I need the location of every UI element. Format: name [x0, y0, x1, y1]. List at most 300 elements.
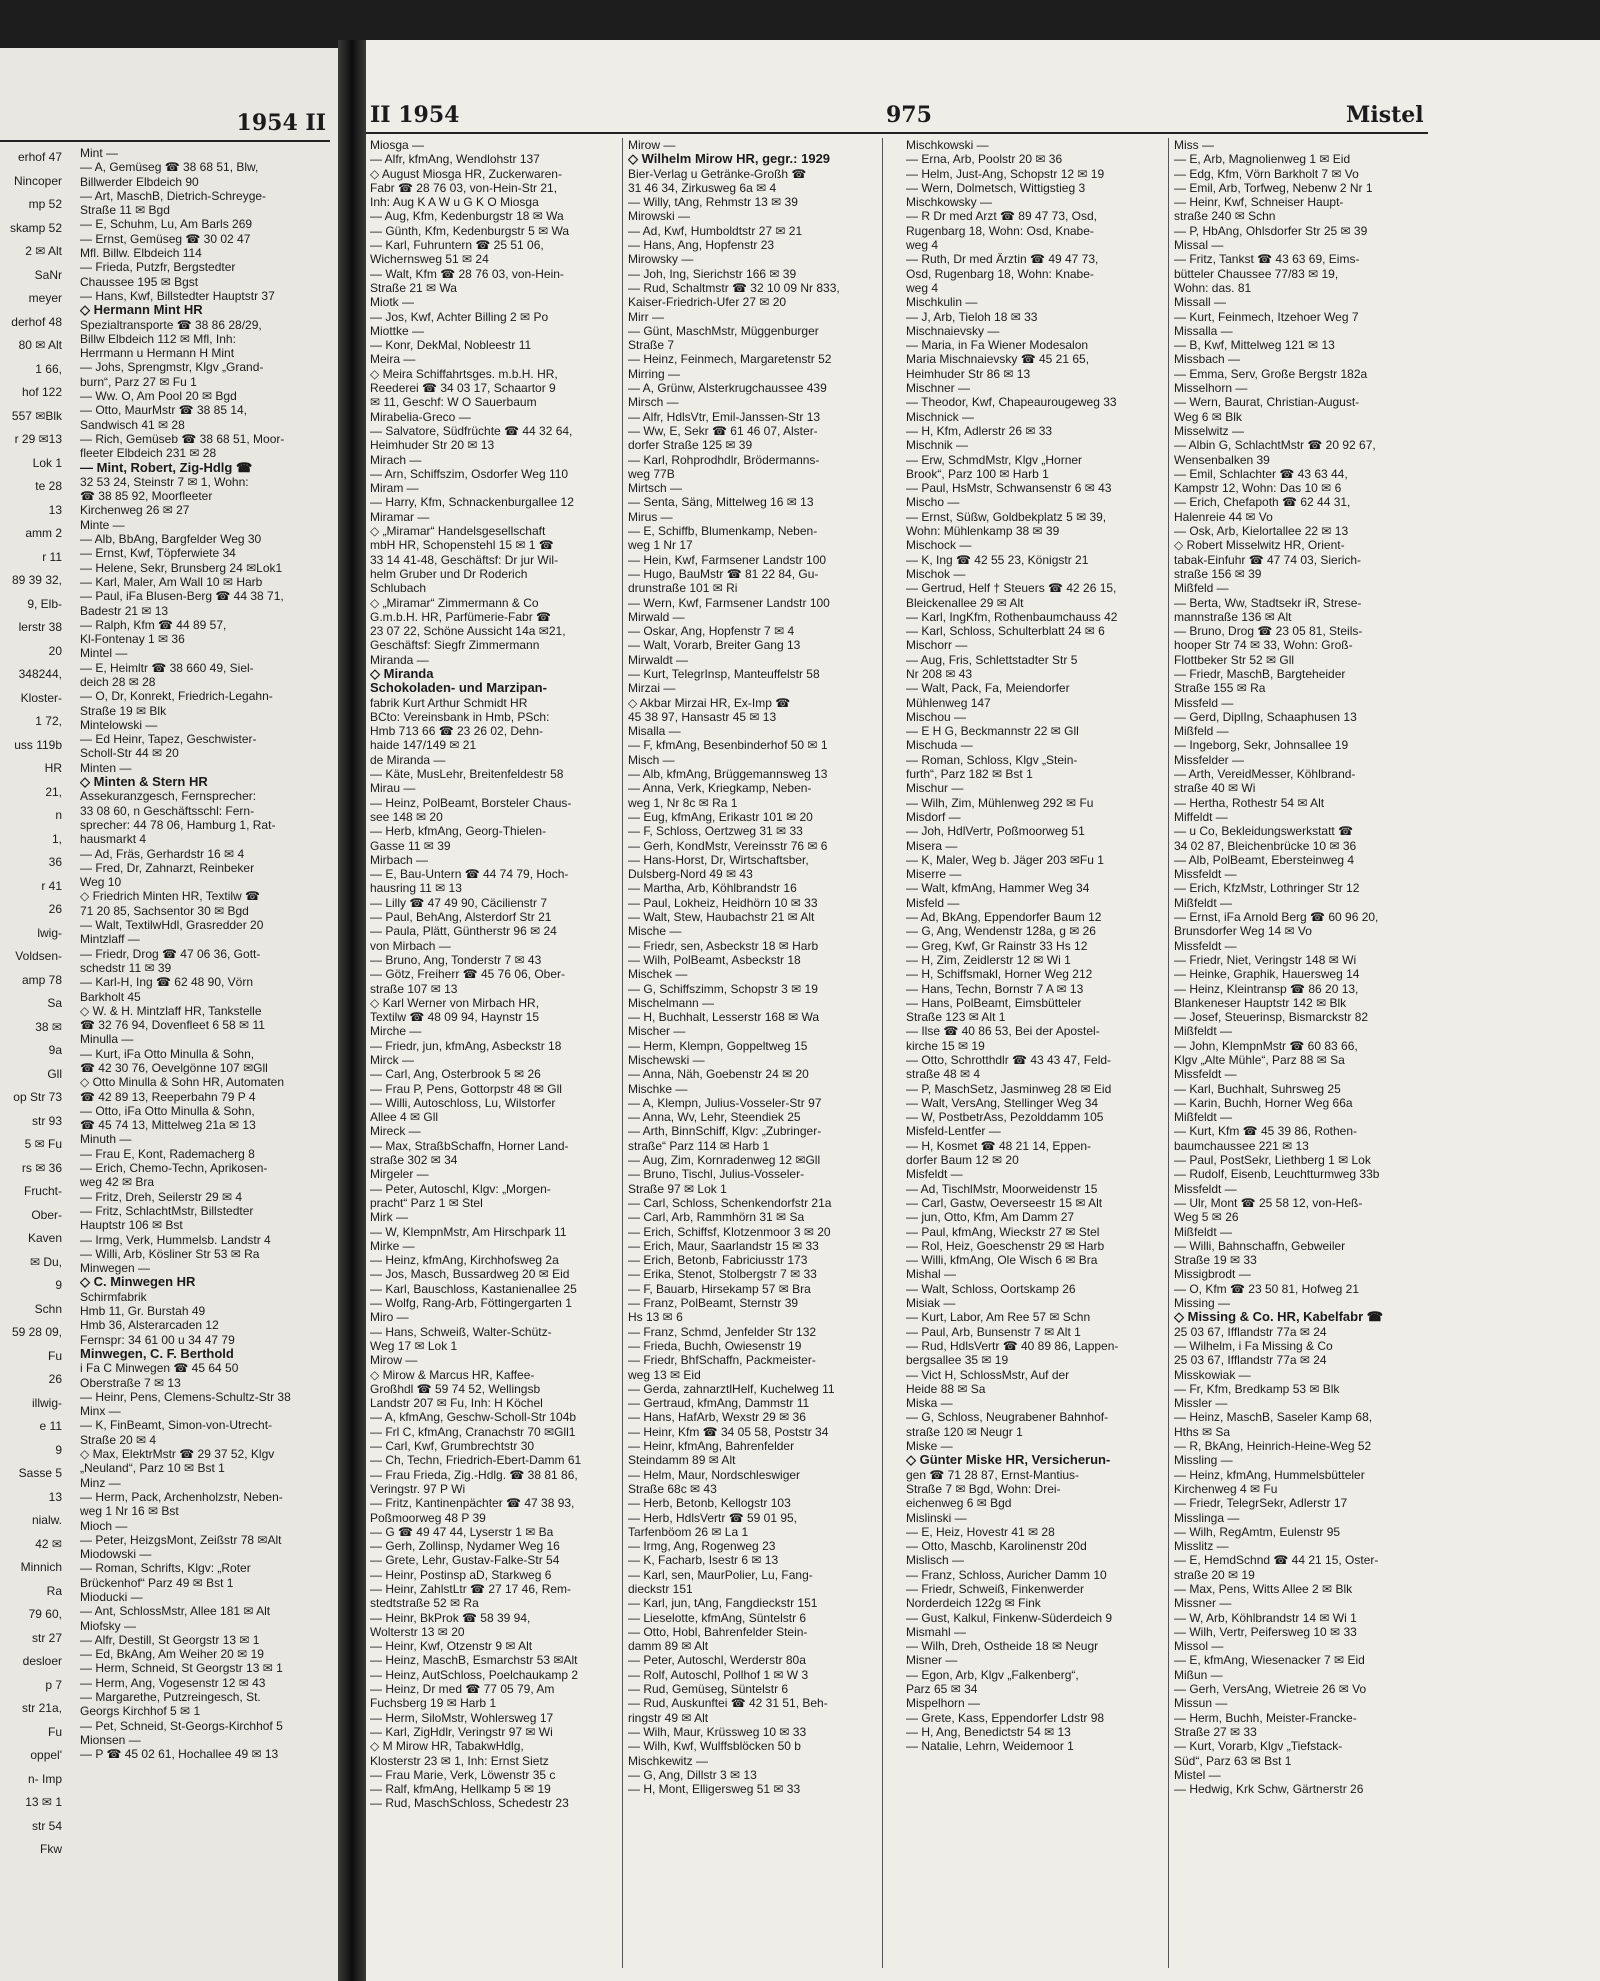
listing-line: — Ww, E, Sekr ☎ 61 46 07, Alster-	[628, 423, 818, 438]
listing-line: Mintel —	[80, 646, 128, 661]
listing-line: — E, kfmAng, Wiesenacker 7 ✉ Eid	[1174, 1653, 1365, 1668]
listing-line: Mirwaldt —	[628, 652, 689, 667]
listing-line: Misslitz —	[1174, 1539, 1229, 1554]
listing-line: — Frau P, Pens, Gottorpstr 48 ✉ Gll	[370, 1081, 562, 1096]
listing-line: Straße 97 ✉ Lok 1	[628, 1181, 727, 1196]
listing-line: — Rol, Heiz, Goeschenstr 29 ✉ Harb	[906, 1238, 1105, 1253]
fragment-line: r 29 ✉13	[14, 432, 62, 446]
listing-line: straße 302 ✉ 34	[370, 1153, 458, 1168]
listing-line: Mistel —	[1174, 1767, 1221, 1782]
listing-line: Misalla —	[628, 724, 681, 739]
listing-line: Straße 21 ✉ Wa	[370, 280, 457, 295]
fragment-line: Schn	[34, 1301, 62, 1316]
listing-line: — Hans-Horst, Dr, Wirtschaftsber,	[628, 852, 809, 867]
listing-line: Wolterstr 13 ✉ 20	[370, 1624, 465, 1639]
listing-line: — P, MaschSetz, Jasminweg 28 ✉ Eid	[906, 1081, 1112, 1096]
listing-line: Miss —	[1174, 138, 1214, 152]
listing-line: — Egon, Arb, Klgv „Falkenberg“,	[906, 1667, 1079, 1682]
listing-line: — K, FinBeamt, Simon-von-Utrecht-	[80, 1418, 273, 1433]
listing-line: bergsallee 35 ✉ 19	[906, 1353, 1009, 1368]
listing-line: weg 1 Nr 16 ✉ Bst	[80, 1504, 179, 1519]
listing-line: Mischou —	[906, 709, 967, 724]
listing-line: — Friedr, Schweiß, Finkenwerder	[906, 1581, 1085, 1596]
listing-line: Süd“, Parz 63 ✉ Bst 1	[1174, 1753, 1292, 1768]
listing-line: ✉ 11, Geschf: W O Sauerbaum	[370, 395, 537, 410]
listing-line: dorfer Baum 12 ✉ 20	[906, 1153, 1019, 1168]
listing-line: — Erich, Chefapoth ☎ 62 44 31,	[1174, 495, 1351, 510]
fragment-line: Ober-	[31, 1207, 62, 1222]
listing-line: fabrik Kurt Arthur Schmidt HR	[370, 695, 528, 710]
listing-line: — Arth, BinnSchiff, Klgv: „Zubringer-	[628, 1124, 822, 1139]
listing-line: Mirche —	[370, 1024, 422, 1039]
listing-line: Minz —	[80, 1475, 121, 1490]
listing-line: — Carl, Arb, Rammhörn 31 ✉ Sa	[628, 1210, 805, 1225]
listing-line: — Kurt, iFa Otto Minulla & Sohn,	[80, 1046, 255, 1061]
listing-heading: — Mint, Robert, Zig-Hdlg ☎	[80, 459, 253, 475]
listing-line: Mirowski —	[628, 209, 690, 224]
right-header-text: II 1954	[370, 102, 460, 128]
listing-line: — Heinr, Kwf, Schneiser Haupt-	[1174, 195, 1344, 210]
listing-line: straße 107 ✉ 13	[370, 981, 458, 996]
listing-line: Misfeldt —	[906, 1167, 963, 1182]
listing-line: Mühlenweg 147	[906, 695, 991, 710]
listing-line: — Karl, ZigHdlr, Veringstr 97 ✉ Wi	[370, 1724, 553, 1739]
listing-line: — Friedr, BhfSchaffn, Packmeister-	[628, 1353, 816, 1368]
listing-line: — Aug, Zim, Kornradenweg 12 ✉Gll	[628, 1153, 821, 1168]
listing-line: straße“ Parz 114 ✉ Harb 1	[628, 1138, 770, 1153]
listing-line: Mische —	[628, 924, 682, 939]
listing-line: — E, Heimltr ☎ 38 660 49, Siel-	[80, 660, 254, 675]
listing-line: Mirzai —	[628, 681, 676, 696]
listing-line: — Paul, iFa Blusen-Berg ☎ 44 38 71,	[80, 589, 284, 604]
listing-line: Tarfenböom 26 ✉ La 1	[628, 1524, 749, 1539]
listing-line: — Heinz, MaschB, Esmarchstr 53 ✉Alt	[370, 1653, 578, 1668]
listing-line: Norderdeich 122g ✉ Fink	[906, 1596, 1041, 1611]
listing-line: — E, Arb, Magnolienweg 1 ✉ Eid	[1174, 152, 1351, 167]
listing-line: ◇ Max, ElektrMstr ☎ 29 37 52, Klgv	[80, 1447, 275, 1462]
fragment-line: Fu	[47, 1724, 62, 1739]
listing-line: — Walt, VersAng, Stellinger Weg 34	[906, 1095, 1099, 1110]
fragment-line: Voldsen-	[15, 949, 62, 963]
listing-line: Miro —	[370, 1310, 409, 1325]
fragment-line: Kloster-	[20, 690, 62, 705]
fragment-line: Lok 1	[32, 455, 62, 470]
listing-line: Mirck —	[370, 1053, 414, 1067]
listing-line: Straße 11 ✉ Bgd	[80, 203, 170, 218]
listing-line: — Paul, BehAng, Alsterdorf Str 21	[370, 910, 552, 925]
listing-line: Dulsberg-Nord 49 ✉ 43	[628, 867, 753, 882]
listing-line: Scholl-Str 44 ✉ 20	[80, 746, 179, 761]
listing-line: — Aug, Fris, Schlettstadter Str 5	[906, 652, 1078, 667]
listing-line: hausmarkt 4	[80, 832, 147, 847]
listing-line: Mirau —	[370, 781, 416, 796]
listing-line: Billwerder Elbdeich 90	[80, 174, 199, 189]
fragment-line: 1 66,	[35, 361, 62, 376]
listing-line: — Wilh, Kwf, Wulffsblöcken 50 b	[628, 1739, 801, 1754]
listing-line: — Ernst, Kwf, Töpferwiete 34	[80, 546, 236, 561]
listing-line: — Vict H, SchlossMstr, Auf der	[906, 1367, 1070, 1382]
listing-line: Miserre —	[906, 867, 962, 882]
listing-line: Miramar —	[370, 509, 430, 524]
listing-line: G.m.b.H. HR, Parfümerie-Fabr ☎	[370, 609, 551, 624]
listing-line: Missfelder —	[1174, 752, 1245, 767]
listing-line: — Willi, Bahnschaffn, Gebweiler	[1174, 1238, 1346, 1253]
listing-line: Mirow —	[628, 138, 676, 152]
listing-line: — Grete, Lehr, Gustav-Falke-Str 54	[370, 1553, 560, 1568]
listing-line: Maria Mischnaievsky ☎ 45 21 65,	[906, 352, 1090, 367]
listing-line: Minte —	[80, 517, 125, 532]
listing-line: — G, Schloss, Neugrabener Bahnhof-	[906, 1410, 1109, 1425]
listing-line: — Günth, Kfm, Kedenburgstr 5 ✉ Wa	[370, 223, 570, 238]
fragment-line: p 7	[45, 1677, 62, 1692]
listing-line: — Kurt, Labor, Am Ree 57 ✉ Schn	[906, 1310, 1091, 1325]
listing-line: — u Co, Bekleidungswerkstatt ☎	[1174, 824, 1354, 839]
fragment-line: 38 ✉	[35, 1019, 62, 1034]
listing-line: — E, Schuhm, Lu, Am Barls 269	[80, 217, 253, 232]
column-2	[370, 138, 618, 1978]
listing-line: — Walt, Kfm ☎ 28 76 03, von-Hein-	[370, 266, 564, 281]
listing-line: — Wilhelm, i Fa Missing & Co	[1174, 1338, 1333, 1353]
listing-line: Weg 6 ✉ Blk	[1174, 409, 1242, 424]
listing-line: — Erw, SchmdMstr, Klgv „Horner	[906, 452, 1083, 467]
listing-line: — Heinz, Kleintransp ☎ 86 20 13,	[1174, 981, 1359, 996]
listing-line: — Heinz, Feinmech, Margaretenstr 52	[628, 352, 832, 367]
listing-line: Reederei ☎ 34 03 17, Schaartor 9	[370, 381, 556, 396]
fragment-line: ✉ Du,	[29, 1254, 62, 1269]
fragment-line: n	[55, 808, 62, 822]
listing-line: — H, Mont, Elligersweg 51 ✉ 33	[628, 1782, 801, 1797]
listing-line: — Arn, Schiffszim, Osdorfer Weg 110	[370, 466, 569, 481]
listing-line: mbH HR, Schopenstehl 15 ✉ 1 ☎	[370, 538, 554, 553]
listing-line: Straße 27 ✉ 33	[1174, 1724, 1257, 1739]
listing-line: Mirus —	[628, 509, 673, 524]
listing-line: Osd, Rugenbarg 18, Wohn: Knabe-	[906, 266, 1094, 281]
listing-line: Misslinga —	[1174, 1510, 1240, 1525]
fragment-line: uss 119b	[14, 737, 62, 752]
listing-line: Bier-Verlag u Getränke-Großh ☎	[628, 166, 807, 181]
listing-line: — P, HbAng, Ohlsdorfer Str 25 ✉ 39	[1174, 223, 1368, 238]
fragment-line: str 27	[31, 1630, 62, 1645]
fragment-line: 80 ✉ Alt	[18, 338, 62, 352]
fragment-line: 26	[48, 1372, 62, 1386]
listing-line: — Ww. O, Am Pool 20 ✉ Bgd	[80, 389, 237, 404]
listing-line: — Joh, Ing, Sierichstr 166 ✉ 39	[628, 266, 797, 281]
listing-line: — Willi, Arb, Kösliner Str 53 ✉ Ra	[80, 1246, 260, 1261]
listing-line: Mischnick —	[906, 409, 975, 424]
listing-line: — Ad, Kwf, Humboldtstr 27 ✉ 21	[628, 223, 803, 238]
listing-line: — Friedr, Drog ☎ 47 06 36, Gott-	[80, 946, 261, 961]
listing-line: Minulla —	[80, 1032, 134, 1047]
listing-line: Misfeld —	[906, 895, 960, 910]
listing-line: Barkholt 45	[80, 989, 141, 1004]
listing-line: — W, PostbetrAss, Pezolddamm 105	[906, 1110, 1104, 1125]
listing-line: 71 20 85, Sachsentor 30 ✉ Bgd	[80, 903, 249, 918]
listing-line: Straße 19 ✉ Blk	[80, 703, 167, 718]
listing-line: — Alfr, kfmAng, Wendlohstr 137	[370, 152, 540, 167]
listing-line: — Frau Marie, Verk, Löwenstr 35 c	[370, 1767, 556, 1782]
listing-line: — Hein, Kwf, Farmsener Landstr 100	[628, 552, 827, 567]
listing-line: — Rud, Schaltmstr ☎ 32 10 09 Nr 833,	[628, 280, 840, 295]
fragment-line: 59 28 09,	[11, 1325, 62, 1339]
listing-line: ☎ 38 85 92, Moorfleeter	[80, 489, 213, 504]
listing-line: — Helm, Just-Ang, Schopstr 12 ✉ 19	[906, 166, 1105, 181]
listing-line: Hmb 713 66 ☎ 23 26 02, Dehn-	[370, 724, 544, 739]
listing-line: — Käte, MusLehr, Breitenfeldestr 58	[370, 767, 564, 782]
listing-line: — Erich, KfzMstr, Lothringer Str 12	[1174, 881, 1360, 896]
listing-line: Mirr —	[628, 309, 664, 324]
listing-line: Steindamm 89 ✉ Alt	[628, 1453, 736, 1468]
listing-line: — Günt, MaschMstr, Müggenburger	[628, 323, 819, 338]
listing-line: straße 156 ✉ 39	[1174, 566, 1262, 581]
listing-line: — Hertha, Rothestr 54 ✉ Alt	[1174, 795, 1325, 810]
listing-line: — Aug, Kfm, Kedenburgstr 18 ✉ Wa	[370, 209, 564, 224]
listing-line: Hs 13 ✉ 6	[628, 1310, 683, 1325]
listing-line: ☎ 32 76 94, Dovenfleet 6 58 ✉ 11	[80, 1018, 265, 1033]
listing-line: straße 20 ✉ 19	[1174, 1567, 1255, 1582]
listing-line: BCto: Vereinsbank in Hmb, PSch:	[370, 709, 550, 724]
listing-line: — Paul, PostSekr, Liethberg 1 ✉ Lok	[1174, 1153, 1371, 1168]
listing-line: — Herm, Klempn, Goppeltweg 15	[628, 1038, 808, 1053]
listing-line: — Art, MaschB, Dietrich-Schreyge-	[80, 188, 267, 203]
listing-line: — Friedr, Niet, Veringstr 148 ✉ Wi	[1174, 952, 1357, 967]
listing-line: ◇ M Mirow HR, TabakwHdlg,	[370, 1739, 524, 1754]
listing-line: — A, Grünw, Alsterkrugchaussee 439	[628, 381, 827, 396]
listing-line: Misch —	[628, 752, 675, 767]
listing-line: — Wilh, PolBeamt, Asbeckstr 18	[628, 952, 801, 967]
fragment-line: 348244,	[18, 667, 62, 681]
listing-line: — Kurt, Vorarb, Klgv „Tiefstack-	[1174, 1739, 1343, 1754]
listing-line: — Ralf, kfmAng, Hellkamp 5 ✉ 19	[370, 1782, 551, 1797]
listing-line: — Wern, Baurat, Christian-August-	[1174, 395, 1360, 410]
listing-line: 23 07 22, Schöne Aussicht 14a ✉21,	[370, 624, 566, 639]
fragment-line: Nincoper	[13, 173, 62, 188]
listing-line: — A, Gemüseg ☎ 38 68 51, Blw,	[80, 160, 259, 175]
listing-line: Mirbach —	[370, 852, 429, 867]
listing-line: — Josef, Steuerinsp, Bismarckstr 82	[1174, 1010, 1369, 1025]
listing-line: Mireck —	[370, 1124, 421, 1139]
listing-line: — Margarethe, Putzreingesch, St.	[80, 1690, 261, 1705]
listing-line: — Karl, Buchhalt, Suhrsweg 25	[1174, 1081, 1341, 1096]
listing-line: — Wolfg, Rang-Arb, Föttingergarten 1	[370, 1296, 572, 1311]
listing-line: Mißun —	[1174, 1667, 1223, 1682]
listing-line: — K, Maler, Weg b. Jäger 203 ✉Fu 1	[906, 852, 1104, 867]
listing-line: — Ernst, Süßw, Goldbekplatz 5 ✉ 39,	[906, 509, 1107, 524]
listing-line: Misfeld-Lentfer —	[906, 1124, 1001, 1139]
listing-heading: ◇ Günter Miske HR, Versicherun-	[906, 1452, 1111, 1468]
listing-line: Miske —	[906, 1439, 953, 1454]
listing-line: — H, Kfm, Adlerstr 26 ✉ 33	[906, 423, 1053, 438]
listing-line: — Max, Pens, Witts Allee 2 ✉ Blk	[1174, 1581, 1353, 1596]
listing-line: — Carl, Kwf, Grumbrechtstr 30	[370, 1439, 535, 1454]
listing-line: Mischok —	[906, 566, 966, 581]
fragment-line: erhof 47	[17, 150, 62, 164]
listing-line: sprecher: 44 78 06, Hamburg 1, Rat-	[80, 817, 276, 832]
listing-line: Kirchenweg 4 ✉ Fu	[1174, 1481, 1278, 1496]
listing-line: — Maria, in Fa Wiener Modesalon	[906, 338, 1089, 353]
listing-line: — Erna, Arb, Poolstr 20 ✉ 36	[906, 152, 1063, 167]
listing-line: Missler —	[1174, 1396, 1228, 1411]
listing-line: ◇ Friedrich Minten HR, Textilw ☎	[80, 889, 260, 904]
listing-line: Missfeldt —	[1174, 938, 1237, 953]
listing-line: Meira —	[370, 352, 416, 367]
listing-line: ◇ Mirow & Marcus HR, Kaffee-	[370, 1367, 535, 1382]
listing-line: — Fritz, SchlachtMstr, Billstedter	[80, 1203, 254, 1218]
listing-line: kirche 15 ✉ 19	[906, 1038, 985, 1053]
listing-line: — F, kfmAng, Besenbinderhof 50 ✉ 1	[628, 738, 828, 753]
listing-line: Misselhorn —	[1174, 381, 1248, 396]
listing-line: Misner —	[906, 1653, 958, 1668]
listing-line: — Alb, PolBeamt, Ebersteinweg 4	[1174, 852, 1355, 867]
listing-line: — Alfr, HdlsVtr, Emil-Janssen-Str 13	[628, 409, 821, 424]
left-page-fragments	[0, 146, 64, 1966]
listing-line: Miska —	[906, 1396, 953, 1411]
listing-line: Minuth —	[80, 1132, 132, 1147]
listing-line: Miffeldt —	[1174, 809, 1228, 824]
listing-line: Schlubach	[370, 581, 427, 596]
listing-heading: ◇ Wilhelm Mirow HR, gegr.: 1929	[628, 151, 831, 167]
listing-line: — H, Zim, Zeidlerstr 12 ✉ Wi 1	[906, 952, 1071, 967]
listing-line: — Willy, tAng, Rehmstr 13 ✉ 39	[628, 195, 798, 210]
listing-line: — Fred, Dr, Zahnarzt, Reinbeker	[80, 860, 255, 875]
listing-line: — Franz, PolBeamt, Sternstr 39	[628, 1296, 799, 1311]
listing-line: — Erich, Betonb, Fabriciusstr 173	[628, 1253, 808, 1268]
listing-line: Miram —	[370, 481, 419, 496]
listing-line: — Frau E, Kont, Rademacherg 8	[80, 1146, 255, 1161]
listing-line: — Ed, BkAng, Am Weiher 20 ✉ 19	[80, 1647, 264, 1662]
listing-line: — Fritz, Kantinenpächter ☎ 47 38 93,	[370, 1496, 575, 1511]
listing-line: 33 14 41-48, Geschäftsf: Dr jur Wil-	[370, 552, 559, 567]
listing-line: Hauptstr 106 ✉ Bst	[80, 1218, 183, 1233]
listing-line: — Heinz, Dr med ☎ 77 05 79, Am	[370, 1682, 555, 1697]
listing-line: — Gerh, Zollinsp, Nydamer Weg 16	[370, 1539, 560, 1554]
fragment-line: Minnich	[20, 1560, 62, 1574]
listing-line: Halenreie 44 ✉ Vo	[1174, 509, 1273, 524]
listing-line: — Wilh, Vertr, Peifersweg 10 ✉ 33	[1174, 1624, 1357, 1639]
listing-line: — Jos, Masch, Bussardweg 20 ✉ Eid	[370, 1267, 570, 1282]
listing-line: Brook“, Parz 100 ✉ Harb 1	[906, 466, 1049, 481]
listing-line: — G, Schiffszimm, Schopstr 3 ✉ 19	[628, 981, 818, 996]
listing-line: — H, Ang, Benedictstr 54 ✉ 13	[906, 1724, 1071, 1739]
listing-line: Mirk —	[370, 1210, 408, 1225]
listing-line: Mirabelia-Greco —	[370, 409, 471, 424]
column-4	[906, 138, 1164, 1978]
listing-line: — W, Arb, Köhlbrandstr 14 ✉ Wi 1	[1174, 1610, 1357, 1625]
listing-line: Missfeldt —	[1174, 867, 1237, 882]
listing-line: — jun, Otto, Kfm, Am Damm 27	[906, 1210, 1075, 1225]
listing-line: — Hans, Ang, Hopfenstr 23	[628, 238, 775, 253]
listing-line: — K, Ing ☎ 42 55 23, Königstr 21	[906, 552, 1089, 567]
listing-line: Mischkowsky —	[906, 195, 993, 210]
listing-line: Klgv „Alte Mühle“, Parz 88 ✉ Sa	[1174, 1053, 1345, 1067]
fragment-line: 1 72,	[35, 714, 62, 728]
fragment-line: Gll	[47, 1066, 62, 1081]
listing-line: — Herm, Schneid, St Georgstr 13 ✉ 1	[80, 1661, 283, 1676]
listing-line: — Heinr, kfmAng, Bahrenfelder	[628, 1439, 795, 1454]
listing-line: — Karl-H, Ing ☎ 62 48 90, Vörn	[80, 975, 254, 990]
right-page	[366, 40, 1600, 1981]
listing-line: ◇ Meira Schiffahrtsges. m.b.H. HR,	[370, 366, 558, 381]
listing-line: — Karl, Rohprodhdlr, Brödermanns-	[628, 452, 820, 467]
fragment-line: 557 ✉Blk	[11, 408, 62, 423]
column-divider	[1168, 138, 1169, 1968]
listing-line: Oberstraße 7 ✉ 13	[80, 1375, 181, 1390]
listing-line: — Ed Heinr, Tapez, Geschwister-	[80, 732, 257, 747]
fragment-line: 89 39 32,	[11, 573, 62, 587]
fragment-line: HR	[44, 761, 62, 775]
left-page-header	[0, 110, 330, 142]
listing-line: Mirgeler —	[370, 1167, 429, 1182]
listing-line: — Jos, Kwf, Achter Billing 2 ✉ Po	[370, 309, 549, 324]
listing-line: — Karl, IngKfm, Rothenbaumchauss 42	[906, 609, 1118, 624]
listing-line: Brunsdorfer Weg 14 ✉ Vo	[1174, 924, 1312, 939]
listing-line: Bleickenallee 29 ✉ Alt	[906, 595, 1024, 610]
listing-line: — Paul, kfmAng, Wieckstr 27 ✉ Stel	[906, 1224, 1100, 1239]
listing-line: — Carl, Ang, Osterbrook 5 ✉ 26	[370, 1067, 541, 1082]
listing-line: — Alb, kfmAng, Brüggemannsweg 13	[628, 767, 828, 782]
listing-line: Miottke —	[370, 323, 425, 338]
listing-line: Misselwitz —	[1174, 423, 1245, 438]
listing-line: Missigbrodt —	[1174, 1267, 1251, 1282]
listing-line: Billw Elbdeich 112 ✉ Mfl, Inh:	[80, 331, 236, 346]
listing-line: — Konr, DekMal, Nobleestr 11	[370, 338, 532, 353]
column-1	[80, 146, 336, 1966]
listing-line: Kl-Fontenay 1 ✉ 36	[80, 632, 185, 647]
listing-line: Rugenbarg 18, Wohn: Osd, Knabe-	[906, 223, 1094, 238]
listing-line: — Rolf, Autoschl, Pollhof 1 ✉ W 3	[628, 1667, 809, 1682]
listing-line: — Otto, Schrotthdlr ☎ 43 43 47, Feld-	[906, 1053, 1112, 1067]
listing-line: Hmb 11, Gr. Burstah 49	[80, 1304, 206, 1319]
fragment-line: 79 60,	[28, 1607, 62, 1621]
listing-line: — H, Buchhalt, Lesserstr 168 ✉ Wa	[628, 1010, 820, 1025]
listing-line: Missun —	[1174, 1696, 1228, 1711]
listing-line: — Hedwig, Krk Schw, Gärtnerstr 26	[1174, 1782, 1364, 1797]
listing-line: — Irmg, Ang, Rogenweg 23	[628, 1539, 776, 1554]
listing-line: Heimhuder Str 20 ✉ 13	[370, 438, 495, 453]
listing-line: — Osk, Arb, Kielortallee 22 ✉ 13	[1174, 524, 1349, 539]
listing-line: weg 1 Nr 17	[628, 538, 693, 553]
listing-line: — Paul, Lokheiz, Heidhörn 10 ✉ 33	[628, 895, 818, 910]
fragment-line: 2 ✉ Alt	[25, 244, 62, 258]
listing-line: Mishal —	[906, 1267, 957, 1282]
listing-line: Misiak —	[906, 1296, 956, 1311]
listing-line: — G, Ang, Dillstr 3 ✉ 13	[628, 1767, 757, 1782]
listing-line: — R, BkAng, Heinrich-Heine-Weg 52	[1174, 1439, 1372, 1454]
listing-line: — Ulr, Mont ☎ 25 58 12, von-Heß-	[1174, 1195, 1363, 1210]
listing-heading: ◇ Missing & Co. HR, Kabelfabr ☎	[1174, 1309, 1383, 1325]
listing-line: — Heinke, Graphik, Hauersweg 14	[1174, 967, 1360, 982]
listing-line: Missall —	[1174, 295, 1227, 310]
listing-line: Mionsen —	[80, 1732, 141, 1747]
listing-line: — Senta, Säng, Mittelweg 16 ✉ 13	[628, 495, 814, 510]
listing-line: Fabr ☎ 28 76 03, von-Hein-Str 21,	[370, 180, 558, 195]
listing-heading: ◇ Hermann Mint HR	[80, 302, 203, 318]
listing-line: Mischnik —	[906, 438, 969, 453]
listing-line: Mischkulin —	[906, 295, 978, 310]
listing-line: — Emil, Arb, Torfweg, Nebenw 2 Nr 1	[1174, 180, 1373, 195]
listing-line: — Hans, PolBeamt, Eimsbütteler	[906, 995, 1082, 1010]
listing-line: — Karl, jun, tAng, Fangdieckstr 151	[628, 1596, 818, 1611]
listing-line: furth“, Parz 182 ✉ Bst 1	[906, 767, 1033, 782]
listing-line: Brückenhof“ Parz 49 ✉ Bst 1	[80, 1575, 234, 1590]
listing-line: — Otto, MaurMstr ☎ 38 85 14,	[80, 403, 248, 418]
listing-line: Mischek —	[628, 967, 688, 982]
listing-line: Mischorr —	[906, 638, 968, 653]
fragment-line: derhof 48	[11, 314, 62, 329]
listing-line: Weg 10	[80, 875, 122, 890]
listing-line: Inh: Aug K A W u G K O Miosga	[370, 195, 539, 210]
listing-line: — Franz, Schloss, Auricher Damm 10	[906, 1567, 1107, 1582]
listing-line: — Heinr, Kfm ☎ 34 05 58, Poststr 34	[628, 1424, 829, 1439]
